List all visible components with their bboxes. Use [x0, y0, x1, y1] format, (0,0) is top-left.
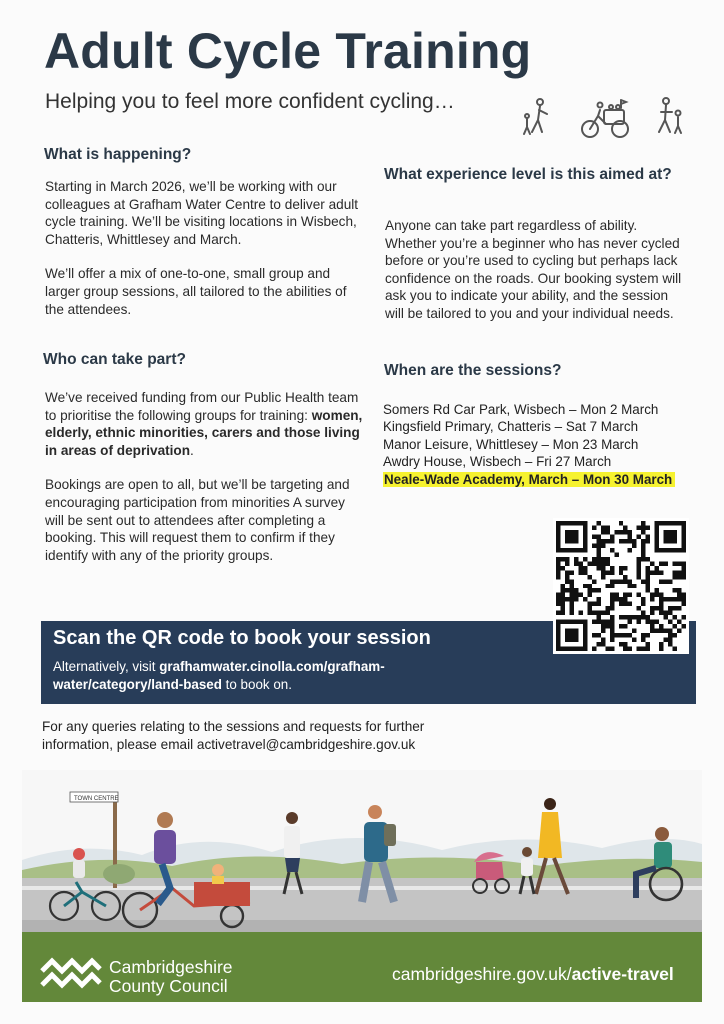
adult-and-child-walking-icon [659, 98, 681, 133]
header-icons [518, 96, 693, 142]
council-logo-icon [40, 955, 102, 993]
family-cargo-bike-icon [582, 100, 628, 137]
sessions-heading: When are the sessions? [384, 362, 562, 379]
queries-text: For any queries relating to the sessions and requests for further information, please email activetravel@cambridgeshire.gov.uk [42, 719, 425, 752]
who-p2: Bookings are open to all, but we’ll be targeting and encouraging participation from minorities A survey will be sent out to attendees after completing a booking. This will request them to confirm if they identify with any of the priority groups. [45, 477, 350, 563]
who-body [45, 389, 363, 564]
banner-text: Alternatively, visit grafhamwater.cinolla.com/grafham-water/category/land-based to book on. [53, 659, 385, 692]
session-item: Awdry House, Wisbech – Fri 27 March [383, 454, 612, 470]
what-happening-p1: Starting in March 2026, we’ll be working with our colleagues at Grafham Water Centre to deliver adult cycle training. We’ll be visiting locations in Wisbech, Chatteris, Whittlesey and March. [45, 179, 359, 247]
booking-link[interactable]: grafhamwater.cinolla.com/grafham-water/category/land-based [53, 659, 385, 692]
who-heading: Who can take part? [43, 351, 186, 368]
street-scene-illustration [22, 770, 702, 932]
what-happening-body [45, 178, 363, 318]
experience-heading: What experience level is this aimed at? [384, 166, 672, 183]
qr-code[interactable] [553, 518, 689, 654]
session-item: Manor Leisure, Whittlesey – Mon 23 March [383, 436, 639, 452]
person-with-child-and-bike-icon [524, 99, 547, 134]
page-title: Adult Cycle Training [44, 23, 532, 79]
page-subtitle: Helping you to feel more confident cycling… [45, 90, 455, 113]
footer-bar [22, 932, 702, 1002]
council-name: Cambridgeshire County Council [109, 957, 233, 996]
session-item-highlighted: Neale-Wade Academy, March – Mon 30 March [383, 472, 675, 487]
who-p1: We’ve received funding from our Public Health team to prioritise the following groups for training: women, elderly, ethnic minorities, carers and those living in areas of deprivation. [45, 390, 363, 458]
experience-body: Anyone can take part regardless of ability. Whether you’re a beginner who has never cycled before or you’re used to cycling but perhaps lack confidence on the roads. Our booking system will ask you to indicate your ability, and the session will be tailored to you and your individual needs. [385, 218, 682, 321]
what-happening-heading: What is happening? [44, 146, 192, 163]
banner-title: Scan the QR code to book your session [53, 627, 431, 649]
footer-link[interactable]: cambridgeshire.gov.uk/active-travel [392, 964, 674, 984]
svg-text:TOWN CENTRE: TOWN CENTRE [74, 796, 119, 802]
session-item: Kingsfield Primary, Chatteris – Sat 7 March [383, 419, 639, 435]
sessions-list [383, 401, 703, 488]
what-happening-p2: We’ll offer a mix of one-to-one, small group and larger group sessions, all tailored to the abilities of the attendees. [45, 266, 347, 317]
session-item: Somers Rd Car Park, Wisbech – Mon 2 March [383, 402, 659, 417]
